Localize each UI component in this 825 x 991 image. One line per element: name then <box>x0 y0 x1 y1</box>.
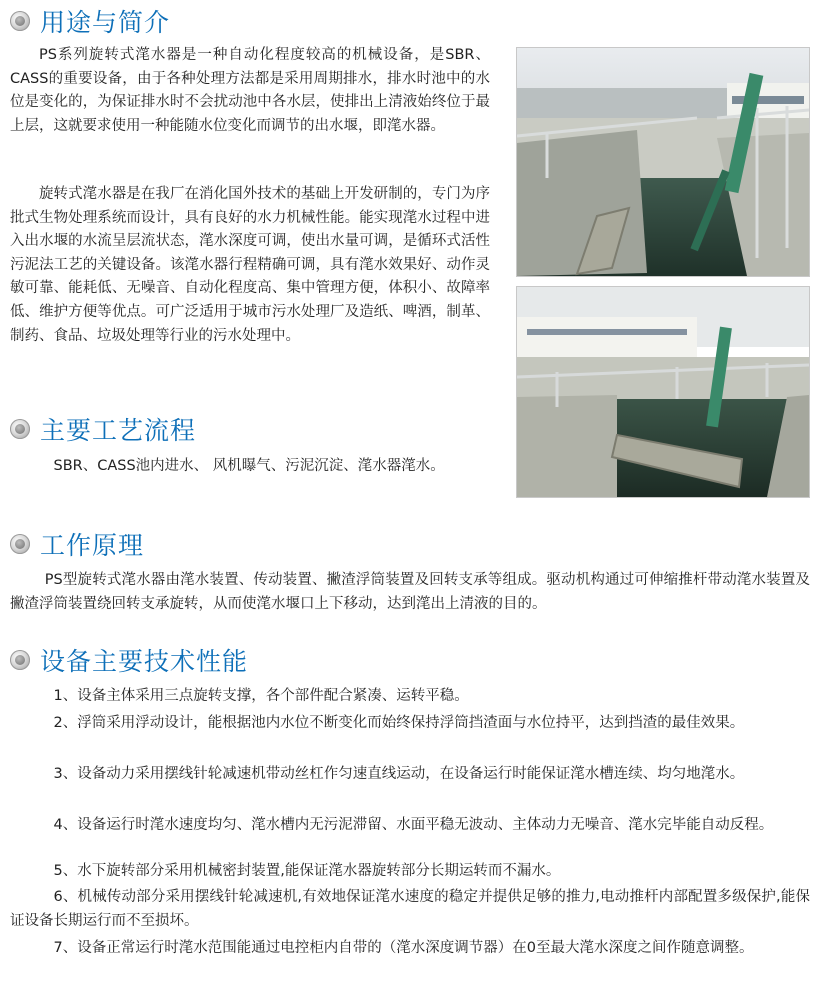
performance-item: 4、设备运行时滗水速度均匀、滗水槽内无污泥滞留、水面平稳无波动、主体动力无噪音、滗水完毕能自动反程。 <box>53 817 774 833</box>
circle-bullet-icon <box>10 534 30 554</box>
performance-item: 3、设备动力采用摆线针轮减速机带动丝杠作匀速直线运动，在设备运行时能保证滗水槽连续、均匀地滗水。 <box>53 766 745 782</box>
decanter-photo-1 <box>516 47 810 277</box>
principle-paragraph: PS型旋转式滗水器由滗水装置、传动装置、撇渣浮筒装置及回转支承等组成。驱动机构通过可伸缩推杆带动滗水装置及撇渣浮筒装置绕回转支承旋转，从而使滗水堰口上下移动，达到滗出上清液的目的。 <box>10 572 810 612</box>
section-heading-principle <box>10 527 144 561</box>
circle-bullet-icon <box>10 650 30 670</box>
section-title: 设备主要技术性能 <box>40 647 249 676</box>
section-title: 工作原理 <box>40 531 145 560</box>
section-heading-process <box>10 412 196 446</box>
section-heading-intro <box>10 4 170 38</box>
performance-item: 2、浮筒采用浮动设计，能根据池内水位不断变化而始终保持浮筒挡渣面与水位持平，达到挡渣的最佳效果。 <box>53 715 745 731</box>
performance-item: 5、水下旋转部分采用机械密封装置,能保证滗水器旋转部分长期运转而不漏水。 <box>53 863 561 879</box>
process-paragraph: SBR、CASS池内进水、 风机曝气、污泥沉淀、滗水器滗水。 <box>53 458 445 474</box>
section-title: 主要工艺流程 <box>40 416 197 445</box>
circle-bullet-icon <box>10 419 30 439</box>
section-heading-performance <box>10 643 248 677</box>
performance-item: 6、机械传动部分采用摆线针轮减速机,有效地保证滗水速度的稳定并提供足够的推力,电动推杆内部配置多级保护,能保证设备长期运行而不至损坏。 <box>10 889 810 929</box>
intro-paragraph-2: 旋转式滗水器是在我厂在消化国外技术的基础上开发研制的，专门为序批式生物处理系统而设计，具有良好的水力机械性能。能实现滗水过程中进入出水堰的水流呈层流状态，滗水深度可调，使出水量可调，是循环式活性污泥法工艺的关键设备。该滗水器行程精确可调，具有滗水效果好、动作灵敏可靠、能耗低、无噪音、自动化程度高、集中管理方便，体积小、故障率低、维护方便等优点。可广泛适用于城市污水处理厂及造纸、啤酒，制革、制药、食品、垃圾处理等行业的污水处理中。 <box>10 186 490 344</box>
intro-paragraph-1: PS系列旋转式滗水器是一种自动化程度较高的机械设备，是SBR、CASS的重要设备，由于各种处理方法都是采用周期排水，排水时池中的水位是变化的，为保证排水时不会扰动池中各水层，使排出上清液始终位于最上层，这就要求使用一种能随水位变化而调节的出水堰，即滗水器。 <box>10 47 490 134</box>
performance-item: 7、设备正常运行时滗水范围能通过电控柜内自带的（滗水深度调节器）在0至最大滗水深度之间作随意调整。 <box>53 940 754 956</box>
circle-bullet-icon <box>10 11 30 31</box>
section-title: 用途与简介 <box>40 8 171 37</box>
decanter-photo-2 <box>516 286 810 498</box>
performance-item: 1、设备主体采用三点旋转支撑，各个部件配合紧凑、运转平稳。 <box>53 688 469 704</box>
